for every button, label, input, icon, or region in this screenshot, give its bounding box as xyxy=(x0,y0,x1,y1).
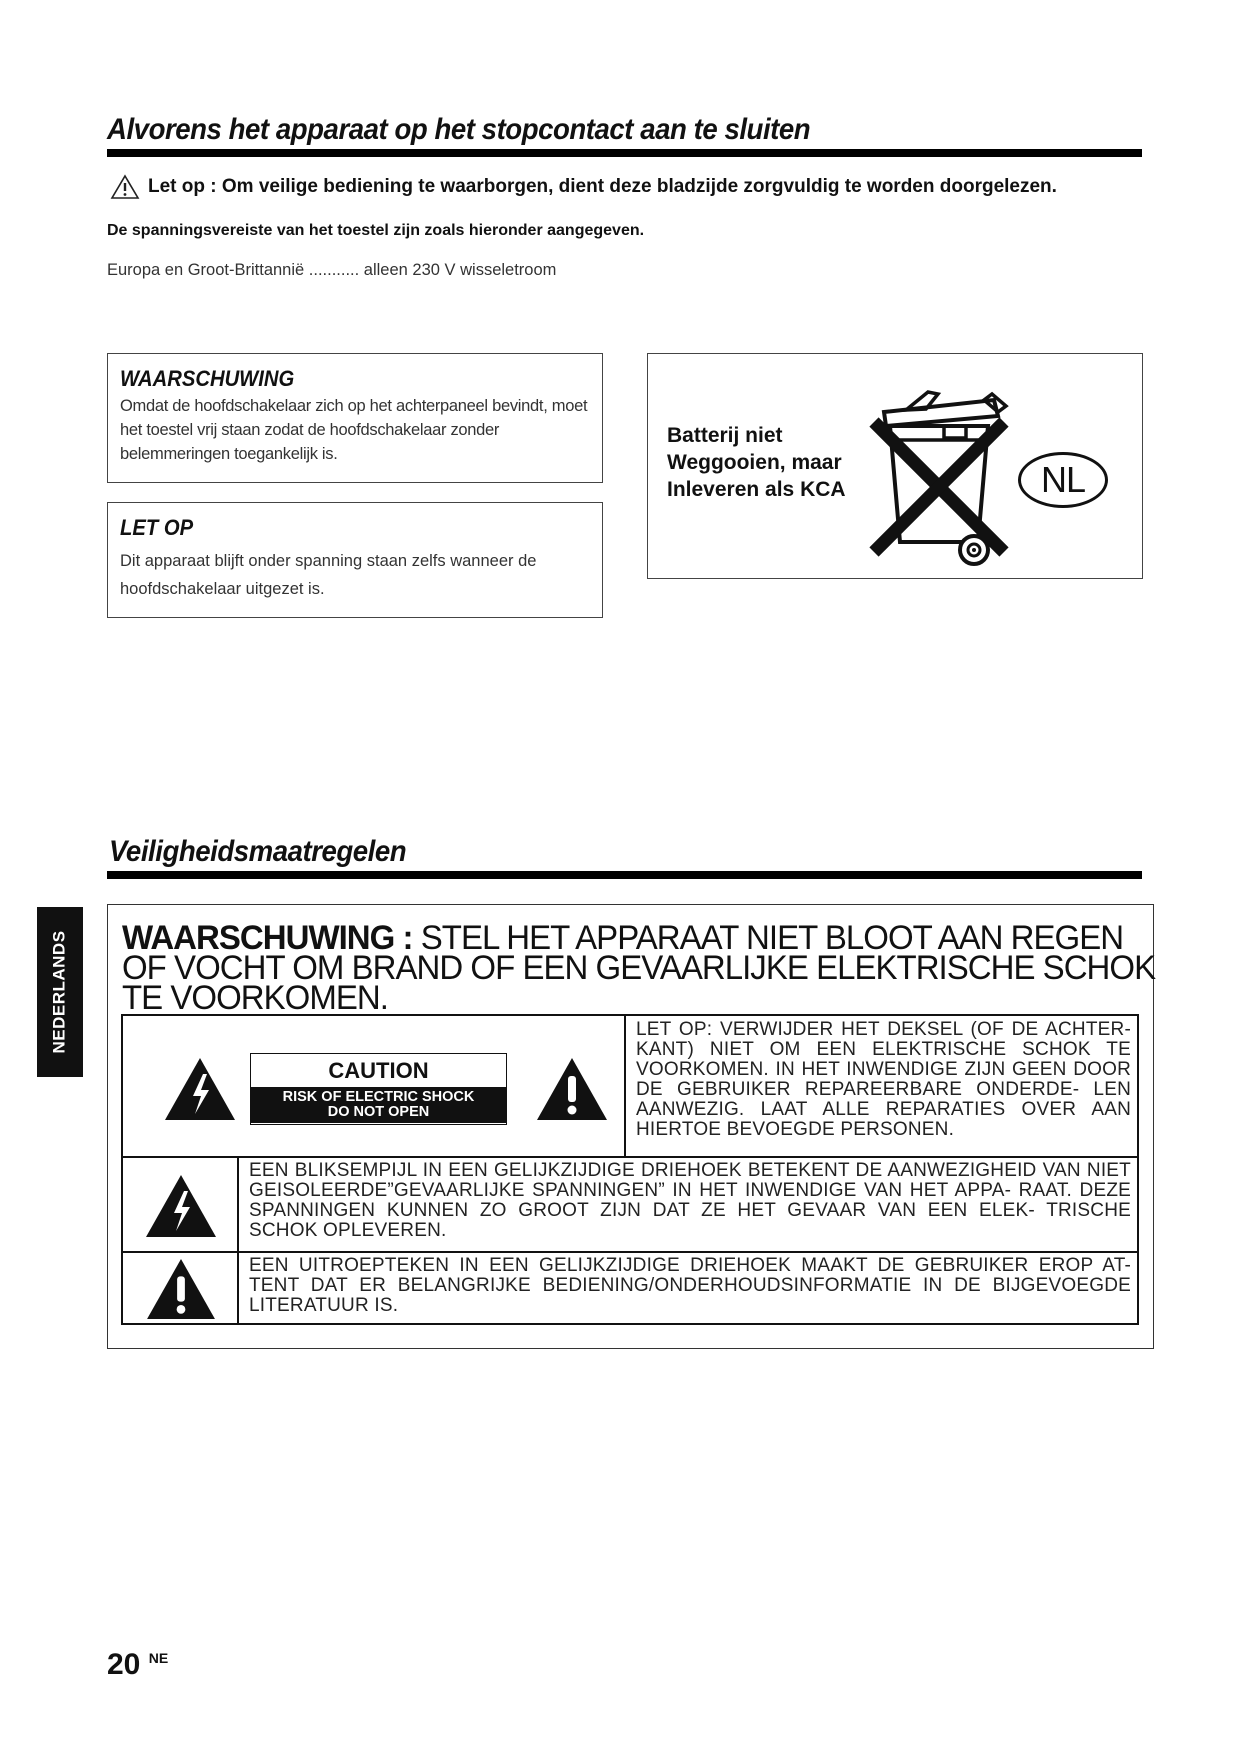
section-title: Alvorens het apparaat op het stopcontact aan te sluiten xyxy=(107,113,811,146)
lightning-triangle-icon xyxy=(144,1173,218,1239)
battery-text xyxy=(667,422,846,503)
page-number xyxy=(107,1648,168,1682)
caution-label-cell xyxy=(123,1016,626,1156)
section-title: Veiligheidsmaatregelen xyxy=(109,835,407,868)
letop-box xyxy=(107,502,603,618)
row-divider xyxy=(123,1156,1137,1158)
title-rule xyxy=(107,871,1142,879)
exclamation-triangle-icon xyxy=(535,1056,609,1122)
warning-box-title: WAARSCHUWING xyxy=(120,366,295,391)
caution-label-subtext xyxy=(251,1087,506,1123)
warning-keyword: WAARSCHUWING : xyxy=(122,919,413,957)
voltage-heading: De spanningsvereiste van het toestel zijn zoals hieronder aangegeven. xyxy=(107,222,645,239)
title-rule xyxy=(107,149,1142,157)
safety-warning xyxy=(122,919,1156,1017)
cover-warning-text: LET OP: VERWIJDER HET DEKSEL (OF DE ACHTER- KANT) NIET OM EEN ELEKTRISCHE SCHOK TE VOORKOMEN. IN HET INWENDIGE ZIJN GEEN DOOR DE GEBRUIKER REPAREERBARE ONDERDE- LEN AANWEZIG. LAAT ALLE REPARATIES OVER AAN HIERTOE BEVOEGDE PERSONEN. xyxy=(636,1019,1131,1140)
warning-triangle-icon xyxy=(110,174,140,200)
lightning-triangle-icon xyxy=(163,1056,237,1122)
language-tab-label: NEDERLANDS xyxy=(50,930,69,1054)
battery-line: Inleveren als KCA xyxy=(667,478,846,501)
caution-text: Let op : Om veilige bediening te waarborgen, dient deze bladzijde zorgvuldig te worden doorgelezen. xyxy=(148,176,1057,197)
caution-label-line: RISK OF ELECTRIC SHOCK xyxy=(282,1089,475,1105)
row-divider xyxy=(123,1251,1137,1253)
warning-text-line: STEL HET APPARAAT NIET BLOOT AAN REGEN xyxy=(412,919,1124,957)
warning-text-line: OF VOCHT OM BRAND OF EEN GEVAARLIJKE ELEKTRISCHE SCHOK xyxy=(122,949,1156,987)
symbol-table xyxy=(121,1014,1139,1325)
exclamation-symbol-cell xyxy=(123,1253,239,1323)
page-number-value: 20 xyxy=(107,1648,141,1681)
battery-line: Weggooien, maar xyxy=(667,451,842,474)
letop-box-text: Dit apparaat blijft onder spanning staan zelfs wanneer de hoofdschakelaar uitgezet is. xyxy=(120,552,537,598)
crossed-out-wheelie-bin-icon xyxy=(866,382,1016,574)
language-tab xyxy=(37,907,83,1077)
warning-text-line: TE VOORKOMEN. xyxy=(122,979,388,1017)
nl-badge: NL xyxy=(1018,452,1108,508)
exclamation-triangle-icon xyxy=(144,1257,218,1321)
warning-box-text: Omdat de hoofdschakelaar zich op het achterpaneel bevindt, moet het toestel vrij staan zodat de hoofdschakelaar zonder belemmeringen toegankelijk is. xyxy=(120,397,588,463)
caution-label-line: DO NOT OPEN xyxy=(327,1104,430,1120)
warning-box xyxy=(107,353,603,483)
lightning-explanation: EEN BLIKSEMPIJL IN EEN GELIJKZIJDIGE DRIEHOEK BETEKENT DE AANWEZIGHEID VAN NIET GEISOLEERDE”GEVAARLIJKE SPANNINGEN” IN HET INWENDIGE VAN HET APPA- RAAT. DEZE SPANNINGEN KUNNEN ZO GROOT ZIJN DAT ZE HET GEVAAR VAN EEN ELEK- TRISCHE SCHOK OPLEVEREN. xyxy=(249,1160,1131,1241)
page-number-suffix: NE xyxy=(148,1650,169,1666)
lightning-symbol-cell xyxy=(123,1158,239,1251)
voltage-line: Europa en Groot-Brittannië ........... alleen 230 V wisseletroom xyxy=(107,261,557,279)
exclamation-explanation: EEN UITROEPTEKEN IN EEN GELIJKZIJDIGE DRIEHOEK MAAKT DE GEBRUIKER EROP AT- TENT DAT ER BELANGRIJKE BEDIENING/ONDERHOUDSINFORMATIE IN DE BIJGEVOEGDE LITERATUUR IS. xyxy=(249,1255,1131,1316)
caution-label-title: CAUTION xyxy=(328,1057,429,1083)
caution-label xyxy=(250,1053,507,1125)
letop-box-title: LET OP xyxy=(120,515,194,540)
safety-box xyxy=(107,904,1154,1349)
battery-line: Batterij niet xyxy=(667,424,783,447)
caution-line xyxy=(110,174,1057,200)
battery-box xyxy=(647,353,1143,579)
